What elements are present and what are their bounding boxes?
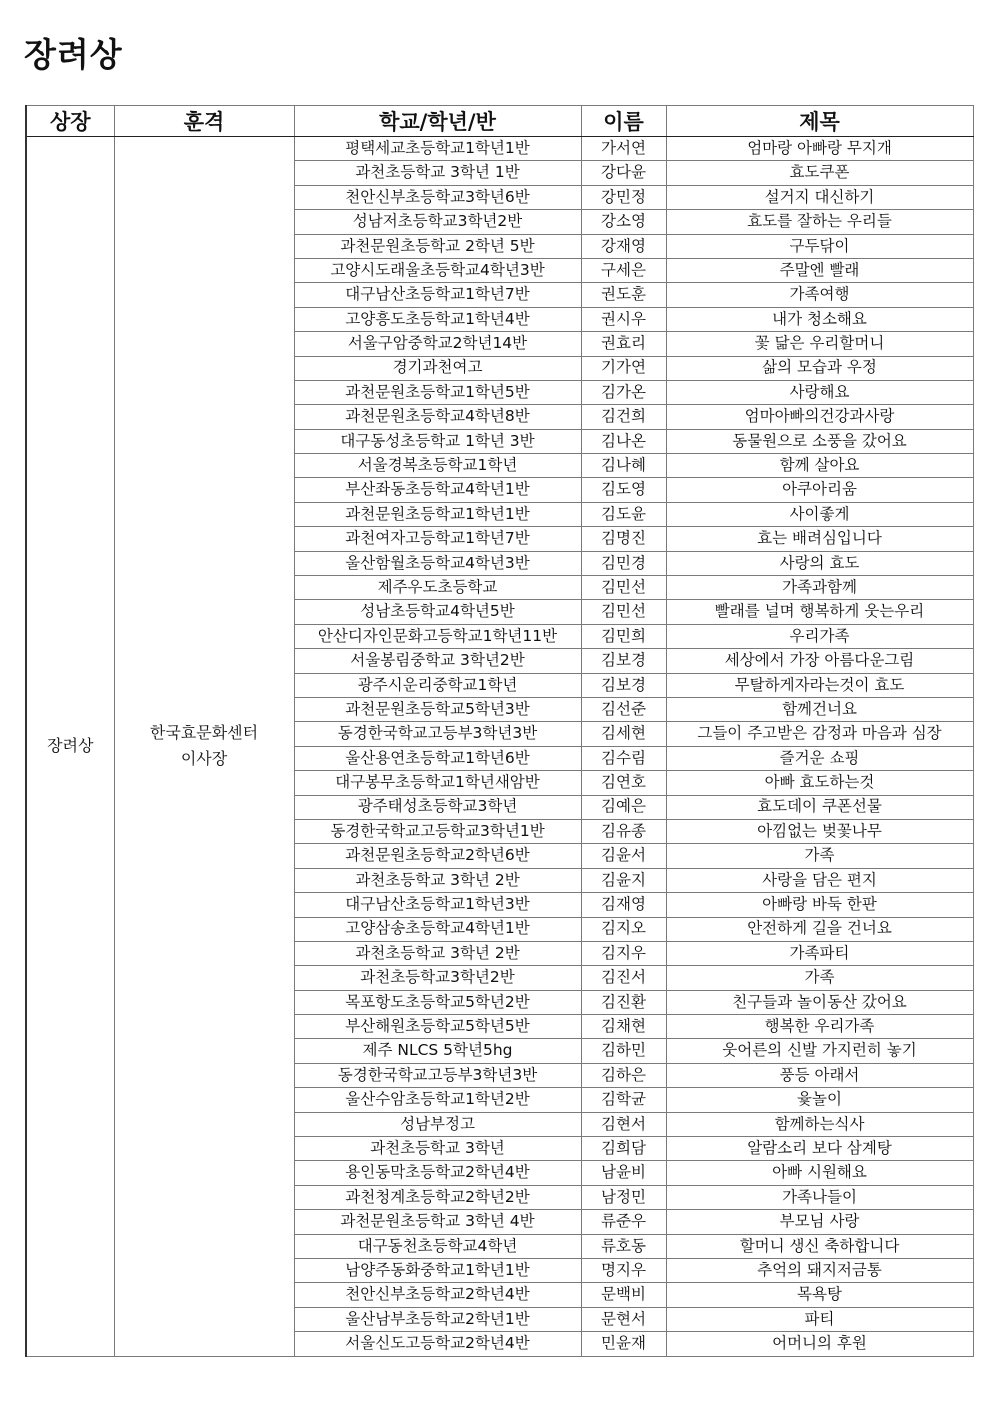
name-cell: 문현서: [581, 1307, 666, 1331]
school-cell: 과천문원초등학교1학년1반: [294, 502, 581, 526]
title-cell: 가족여행: [666, 283, 973, 307]
school-cell: 부산좌동초등학교4학년1반: [294, 478, 581, 502]
title-cell: 삶의 모습과 우정: [666, 356, 973, 380]
name-cell: 김하은: [581, 1063, 666, 1087]
name-cell: 김진환: [581, 990, 666, 1014]
name-cell: 류호동: [581, 1234, 666, 1258]
school-cell: 과천문원초등학교4학년8반: [294, 405, 581, 429]
school-cell: 제주우도초등학교: [294, 576, 581, 600]
title-cell: 효도를 잘하는 우리들: [666, 210, 973, 234]
name-cell: 김가온: [581, 380, 666, 404]
title-cell: 행복한 우리가족: [666, 1015, 973, 1039]
title-cell: 함께건너요: [666, 697, 973, 721]
title-cell: 사이좋게: [666, 502, 973, 526]
title-cell: 아빠 시원해요: [666, 1161, 973, 1185]
school-cell: 대구봉무초등학교1학년새암반: [294, 771, 581, 795]
name-cell: 김세현: [581, 722, 666, 746]
name-cell: 김희담: [581, 1137, 666, 1161]
school-cell: 대구동천초등학교4학년: [294, 1234, 581, 1258]
presenter-cell: [114, 137, 294, 1357]
presenter-organization: 한국효문화센터: [149, 722, 259, 742]
name-cell: 명지우: [581, 1258, 666, 1282]
name-cell: 김보경: [581, 649, 666, 673]
title-cell: 아낌없는 벚꽃나무: [666, 819, 973, 843]
school-cell: 서울구암중학교2학년14반: [294, 332, 581, 356]
title-cell: 내가 청소해요: [666, 307, 973, 331]
title-cell: 할머니 생신 축하합니다: [666, 1234, 973, 1258]
school-cell: 과천초등학교 3학년 2반: [294, 868, 581, 892]
title-cell: 동물원으로 소풍을 갔어요: [666, 429, 973, 453]
school-cell: 과천초등학교3학년2반: [294, 966, 581, 990]
title-cell: 아빠 효도하는것: [666, 771, 973, 795]
school-cell: 고양삼송초등학교4학년1반: [294, 917, 581, 941]
presenter-role: 이사장: [180, 749, 228, 769]
school-cell: 경기과천여고: [294, 356, 581, 380]
school-cell: 과천문원초등학교5학년3반: [294, 697, 581, 721]
school-cell: 서울경복초등학교1학년: [294, 454, 581, 478]
name-cell: 김도영: [581, 478, 666, 502]
title-cell: 사랑의 효도: [666, 551, 973, 575]
title-cell: 함께하는식사: [666, 1112, 973, 1136]
school-cell: 광주태성초등학교3학년: [294, 795, 581, 819]
name-cell: 김재영: [581, 893, 666, 917]
title-cell: 그들이 주고받은 감정과 마음과 심장: [666, 722, 973, 746]
title-cell: 구두닦이: [666, 234, 973, 258]
table-body: [26, 137, 973, 1357]
title-cell: 사랑해요: [666, 380, 973, 404]
name-cell: 권도훈: [581, 283, 666, 307]
table-header-row: [26, 106, 973, 137]
school-cell: 제주 NLCS 5학년5hg: [294, 1039, 581, 1063]
school-cell: 성남초등학교4학년5반: [294, 600, 581, 624]
name-cell: 김나혜: [581, 454, 666, 478]
award-cell: 장려상: [26, 137, 114, 1357]
title-cell: 알람소리 보다 삼계탕: [666, 1137, 973, 1161]
name-cell: 김민선: [581, 600, 666, 624]
school-cell: 용인동막초등학교2학년4반: [294, 1161, 581, 1185]
header-presenter: 훈격: [114, 106, 294, 137]
school-cell: 고양흥도초등학교1학년4반: [294, 307, 581, 331]
title-cell: 어머니의 후원: [666, 1332, 973, 1356]
school-cell: 과천문원초등학교1학년5반: [294, 380, 581, 404]
school-cell: 과천문원초등학교 3학년 4반: [294, 1210, 581, 1234]
title-cell: 추억의 돼지저금통: [666, 1258, 973, 1282]
title-cell: 엄마랑 아빠랑 무지개: [666, 137, 973, 161]
school-cell: 과천초등학교 3학년 2반: [294, 941, 581, 965]
name-cell: 구세은: [581, 258, 666, 282]
school-cell: 동경한국학교고등부3학년3반: [294, 1063, 581, 1087]
header-award: 상장: [26, 106, 114, 137]
header-school: 학교/학년/반: [294, 106, 581, 137]
name-cell: 김학균: [581, 1088, 666, 1112]
school-cell: 성남저초등학교3학년2반: [294, 210, 581, 234]
award-table: [25, 105, 974, 1357]
title-cell: 목욕탕: [666, 1283, 973, 1307]
name-cell: 김민희: [581, 624, 666, 648]
school-cell: 울산수암초등학교1학년2반: [294, 1088, 581, 1112]
title-cell: 가족나들이: [666, 1185, 973, 1209]
title-cell: 우리가족: [666, 624, 973, 648]
school-cell: 대구남산초등학교1학년7반: [294, 283, 581, 307]
name-cell: 김도윤: [581, 502, 666, 526]
name-cell: 김유종: [581, 819, 666, 843]
title-cell: 효도데이 쿠폰선물: [666, 795, 973, 819]
title-cell: 가족파티: [666, 941, 973, 965]
title-cell: 윷놀이: [666, 1088, 973, 1112]
title-cell: 함께 살아요: [666, 454, 973, 478]
name-cell: 김건희: [581, 405, 666, 429]
name-cell: 김하민: [581, 1039, 666, 1063]
page-title: 장려상: [24, 35, 123, 74]
title-cell: 안전하게 길을 건너요: [666, 917, 973, 941]
title-cell: 꽃 닮은 우리할머니: [666, 332, 973, 356]
name-cell: 문백비: [581, 1283, 666, 1307]
school-cell: 대구남산초등학교1학년3반: [294, 893, 581, 917]
title-cell: 아빠랑 바둑 한판: [666, 893, 973, 917]
name-cell: 김지오: [581, 917, 666, 941]
name-cell: 남윤비: [581, 1161, 666, 1185]
name-cell: 김민경: [581, 551, 666, 575]
name-cell: 강다윤: [581, 161, 666, 185]
school-cell: 과천문원초등학교 2학년 5반: [294, 234, 581, 258]
name-cell: 김명진: [581, 527, 666, 551]
name-cell: 김나온: [581, 429, 666, 453]
name-cell: 김예은: [581, 795, 666, 819]
school-cell: 과천초등학교 3학년 1반: [294, 161, 581, 185]
title-cell: 무탈하게자라는것이 효도: [666, 673, 973, 697]
school-cell: 대구동성초등학교 1학년 3반: [294, 429, 581, 453]
school-cell: 성남부정고: [294, 1112, 581, 1136]
title-cell: 효도쿠폰: [666, 161, 973, 185]
school-cell: 고양시도래울초등학교4학년3반: [294, 258, 581, 282]
title-cell: 아쿠아리움: [666, 478, 973, 502]
name-cell: 권시우: [581, 307, 666, 331]
school-cell: 서울신도고등학교2학년4반: [294, 1332, 581, 1356]
school-cell: 부산해원초등학교5학년5반: [294, 1015, 581, 1039]
title-cell: 친구들과 놀이동산 갔어요: [666, 990, 973, 1014]
title-cell: 웃어른의 신발 가지런히 놓기: [666, 1039, 973, 1063]
school-cell: 과천청계초등학교2학년2반: [294, 1185, 581, 1209]
name-cell: 민윤재: [581, 1332, 666, 1356]
name-cell: 김보경: [581, 673, 666, 697]
title-cell: 가족: [666, 966, 973, 990]
name-cell: 류준우: [581, 1210, 666, 1234]
title-cell: 부모님 사랑: [666, 1210, 973, 1234]
name-cell: 김채현: [581, 1015, 666, 1039]
school-cell: 과천초등학교 3학년: [294, 1137, 581, 1161]
name-cell: 김수림: [581, 746, 666, 770]
school-cell: 남양주동화중학교1학년1반: [294, 1258, 581, 1282]
name-cell: 김현서: [581, 1112, 666, 1136]
name-cell: 김연호: [581, 771, 666, 795]
name-cell: 김민선: [581, 576, 666, 600]
title-cell: 가족과함께: [666, 576, 973, 600]
title-cell: 엄마아빠의건강과사랑: [666, 405, 973, 429]
name-cell: 김윤지: [581, 868, 666, 892]
name-cell: 강소영: [581, 210, 666, 234]
header-title: 제목: [666, 106, 973, 137]
school-cell: 광주시운리중학교1학년: [294, 673, 581, 697]
title-cell: 사랑을 담은 편지: [666, 868, 973, 892]
school-cell: 과천문원초등학교2학년6반: [294, 844, 581, 868]
school-cell: 천안신부초등학교3학년6반: [294, 185, 581, 209]
school-cell: 평택세교초등학교1학년1반: [294, 137, 581, 161]
name-cell: 남정민: [581, 1185, 666, 1209]
school-cell: 안산디자인문화고등학교1학년11반: [294, 624, 581, 648]
title-cell: 세상에서 가장 아름다운그림: [666, 649, 973, 673]
school-cell: 과천여자고등학교1학년7반: [294, 527, 581, 551]
title-cell: 효는 배려심입니다: [666, 527, 973, 551]
name-cell: 김진서: [581, 966, 666, 990]
name-cell: 권효리: [581, 332, 666, 356]
header-name: 이름: [581, 106, 666, 137]
title-cell: 설거지 대신하기: [666, 185, 973, 209]
title-cell: 즐거운 쇼핑: [666, 746, 973, 770]
school-cell: 동경한국학교고등부3학년3반: [294, 722, 581, 746]
school-cell: 목포항도초등학교5학년2반: [294, 990, 581, 1014]
school-cell: 울산남부초등학교2학년1반: [294, 1307, 581, 1331]
title-cell: 풍등 아래서: [666, 1063, 973, 1087]
name-cell: 김지우: [581, 941, 666, 965]
school-cell: 서울봉림중학교 3학년2반: [294, 649, 581, 673]
title-cell: 주말엔 빨래: [666, 258, 973, 282]
school-cell: 동경한국학교고등학교3학년1반: [294, 819, 581, 843]
name-cell: 김윤서: [581, 844, 666, 868]
title-cell: 빨래를 널며 행복하게 웃는우리: [666, 600, 973, 624]
school-cell: 천안신부초등학교2학년4반: [294, 1283, 581, 1307]
name-cell: 강민정: [581, 185, 666, 209]
name-cell: 기가연: [581, 356, 666, 380]
name-cell: 가서연: [581, 137, 666, 161]
table-row: [26, 137, 973, 161]
title-cell: 파티: [666, 1307, 973, 1331]
name-cell: 김선준: [581, 697, 666, 721]
name-cell: 강재영: [581, 234, 666, 258]
school-cell: 울산용연초등학교1학년6반: [294, 746, 581, 770]
school-cell: 울산함월초등학교4학년3반: [294, 551, 581, 575]
title-cell: 가족: [666, 844, 973, 868]
